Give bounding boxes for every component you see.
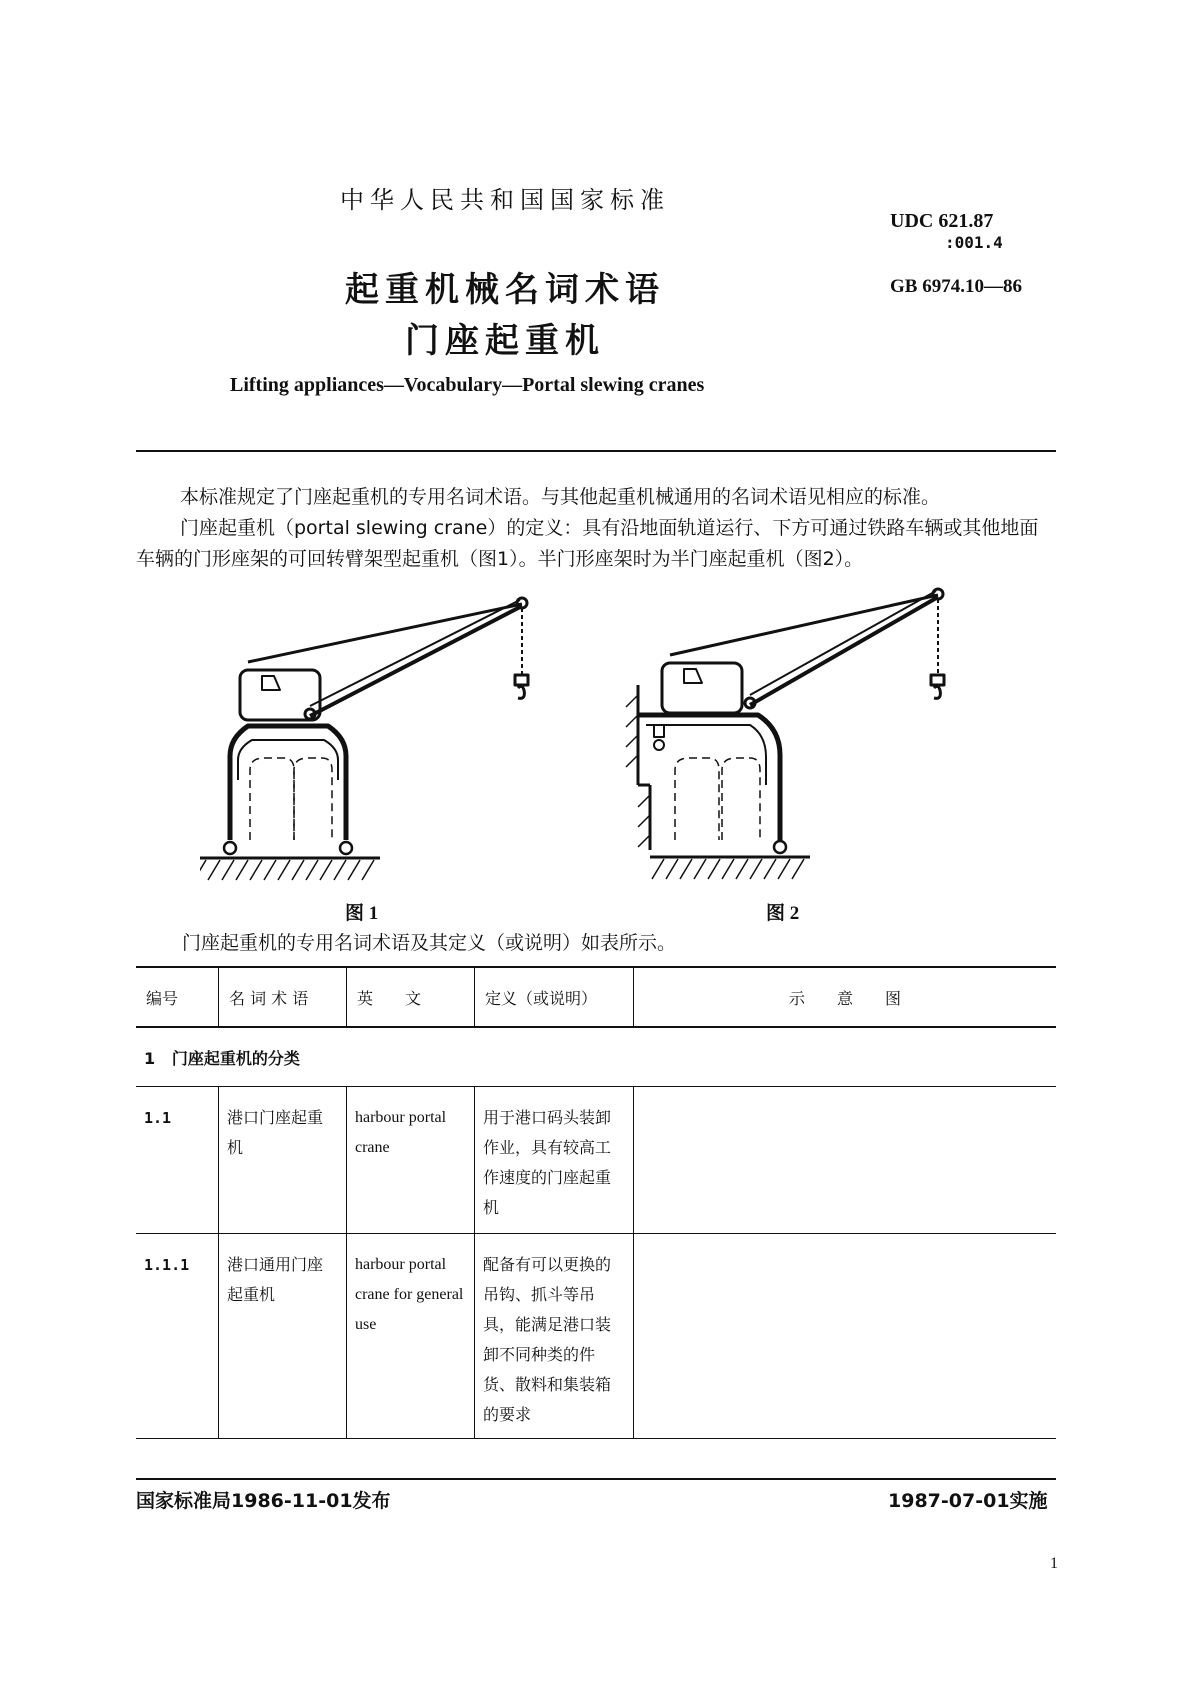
term-definition: 配备有可以更换的吊钩、抓斗等吊具，能满足港口装卸不同种类的件货、散料和集装箱的要求 [475, 1234, 634, 1439]
header-definition: 定义（或说明） [475, 967, 634, 1027]
document-title: 起重机械名词术语 [345, 270, 665, 310]
term-diagram [634, 1087, 1057, 1234]
publish-date: 国家标准局1986-11-01发布 [136, 1490, 391, 1512]
page-number: 1 [1050, 1555, 1058, 1572]
table-row [136, 1087, 1056, 1234]
term-english: harbour portal crane [347, 1087, 475, 1234]
term-english: harbour portal crane for general use [347, 1234, 475, 1439]
term-chinese: 港口门座起重机 [219, 1087, 347, 1234]
header-rule [136, 450, 1056, 452]
figure-2-semi-portal-crane-diagram [620, 585, 1000, 885]
section-title: 门座起重机的分类 [171, 1049, 300, 1068]
term-number: 1.1.1 [136, 1234, 219, 1439]
national-standard-heading: 中华人民共和国国家标准 [340, 186, 670, 214]
document-subtitle: 门座起重机 [405, 321, 605, 361]
footer-rule [136, 1478, 1056, 1480]
section-number: 1 [144, 1049, 156, 1068]
gb-standard-number: GB 6974.10—86 [890, 276, 1022, 297]
table-header-row [136, 967, 1056, 1027]
figure-2-caption: 图 2 [766, 903, 800, 924]
term-chinese: 港口通用门座起重机 [219, 1234, 347, 1439]
header-term: 名 词 术 语 [219, 967, 347, 1027]
header-number: 编号 [136, 967, 219, 1027]
section-heading [136, 1027, 1056, 1087]
english-title: Lifting appliances—Vocabulary—Portal slewing cranes [230, 374, 705, 396]
header-english: 英 文 [347, 967, 475, 1027]
udc-number-suffix: :001.4 [945, 233, 1003, 252]
term-diagram [634, 1234, 1057, 1439]
term-number: 1.1 [136, 1087, 219, 1234]
terms-table [136, 966, 1056, 1439]
term-definition: 用于港口码头装卸作业，具有较高工作速度的门座起重机 [475, 1087, 634, 1234]
figure-1-portal-crane-diagram [200, 590, 580, 890]
table-intro: 门座起重机的专用名词术语及其定义（或说明）如表所示。 [182, 932, 677, 954]
udc-number: UDC 621.87 [890, 210, 994, 232]
implementation-date: 1987-07-01实施 [888, 1490, 1048, 1512]
figure-1-caption: 图 1 [345, 903, 379, 924]
table-row [136, 1234, 1056, 1439]
scope-paragraph: 本标准规定了门座起重机的专用名词术语。与其他起重机械通用的名词术语见相应的标准。 [180, 486, 941, 508]
definition-paragraph: 门座起重机（portal slewing crane）的定义：具有沿地面轨道运行、下方可通过铁路车辆或其他地面车辆的门形座架的可回转臂架型起重机（图1）。半门形座架时为半门座起重机（图2）。 [136, 517, 1039, 570]
section-row [136, 1027, 1056, 1087]
header-diagram: 示 意 图 [634, 967, 1057, 1027]
